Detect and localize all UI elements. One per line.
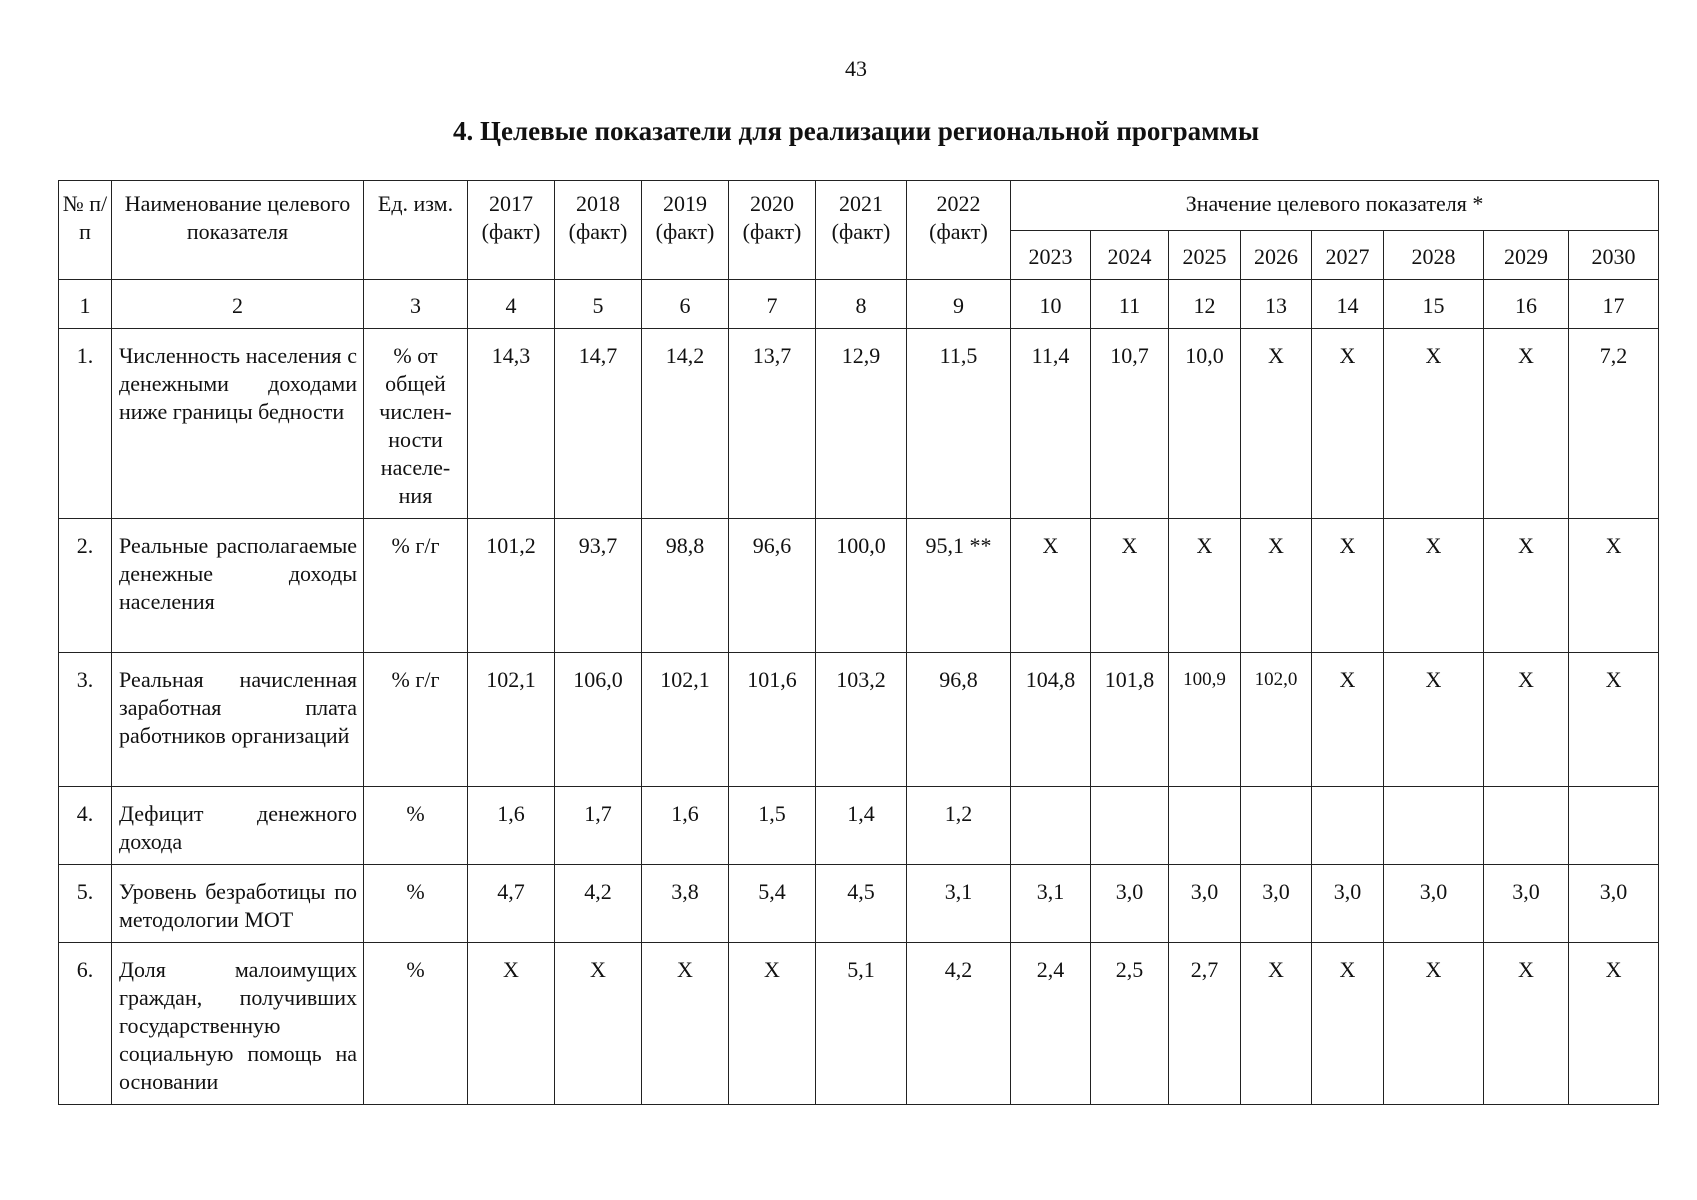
indicator-value: 11,5 bbox=[907, 329, 1011, 519]
header-row bbox=[59, 181, 1659, 231]
indicator-value: 2,4 bbox=[1011, 943, 1091, 1105]
header-target-year: 2029 bbox=[1484, 231, 1569, 280]
indicator-value: 12,9 bbox=[816, 329, 907, 519]
indicator-value: 1,5 bbox=[729, 787, 816, 865]
indicator-value bbox=[1241, 787, 1312, 865]
indicator-name: Дефицит денежного дохода bbox=[112, 787, 364, 865]
row-number: 2. bbox=[59, 519, 112, 653]
indicator-value: Х bbox=[1312, 943, 1384, 1105]
indicator-value bbox=[1384, 787, 1484, 865]
indicator-value: Х bbox=[555, 943, 642, 1105]
indicator-value: 101,6 bbox=[729, 653, 816, 787]
indicator-value: Х bbox=[1091, 519, 1169, 653]
indicator-value bbox=[1484, 787, 1569, 865]
indicator-value: 5,4 bbox=[729, 865, 816, 943]
row-number: 6. bbox=[59, 943, 112, 1105]
column-number: 3 bbox=[364, 280, 468, 329]
table-row bbox=[59, 519, 1659, 653]
indicator-value: 3,0 bbox=[1091, 865, 1169, 943]
indicator-value: Х bbox=[1384, 519, 1484, 653]
column-number: 12 bbox=[1169, 280, 1241, 329]
indicator-unit: % bbox=[364, 787, 468, 865]
indicator-value: 14,2 bbox=[642, 329, 729, 519]
header-target-year: 2030 bbox=[1569, 231, 1659, 280]
indicator-value: 104,8 bbox=[1011, 653, 1091, 787]
header-fact-year: 2018 (факт) bbox=[555, 181, 642, 280]
column-number: 9 bbox=[907, 280, 1011, 329]
indicator-value: 96,8 bbox=[907, 653, 1011, 787]
indicator-value: 1,2 bbox=[907, 787, 1011, 865]
indicator-value: 1,7 bbox=[555, 787, 642, 865]
indicator-value: 100,0 bbox=[816, 519, 907, 653]
document-title: 4. Целевые показатели для реализации региональной программы bbox=[452, 116, 1260, 146]
indicator-value: 4,7 bbox=[468, 865, 555, 943]
indicator-value: 11,4 bbox=[1011, 329, 1091, 519]
header-target-year: 2027 bbox=[1312, 231, 1384, 280]
indicator-value bbox=[1011, 787, 1091, 865]
indicator-value: 100,9 bbox=[1169, 653, 1241, 787]
indicator-value: 4,5 bbox=[816, 865, 907, 943]
indicator-value: 3,0 bbox=[1241, 865, 1312, 943]
row-number: 4. bbox=[59, 787, 112, 865]
indicator-value: 103,2 bbox=[816, 653, 907, 787]
indicator-value: 95,1 ** bbox=[907, 519, 1011, 653]
indicator-value: 10,0 bbox=[1169, 329, 1241, 519]
indicator-value: 1,6 bbox=[642, 787, 729, 865]
indicator-value: 1,6 bbox=[468, 787, 555, 865]
indicator-value: 3,1 bbox=[1011, 865, 1091, 943]
indicator-name: Реальная начисленная заработная плата работников организаций bbox=[112, 653, 364, 787]
indicator-value: Х bbox=[1384, 329, 1484, 519]
indicator-value: 3,1 bbox=[907, 865, 1011, 943]
header-num: № п/п bbox=[59, 181, 112, 280]
column-number: 4 bbox=[468, 280, 555, 329]
indicator-value: Х bbox=[1241, 519, 1312, 653]
indicator-value: Х bbox=[1312, 653, 1384, 787]
table-row bbox=[59, 653, 1659, 787]
column-number: 10 bbox=[1011, 280, 1091, 329]
column-number: 17 bbox=[1569, 280, 1659, 329]
table-row bbox=[59, 787, 1659, 865]
header-fact-year: 2020 (факт) bbox=[729, 181, 816, 280]
row-number: 3. bbox=[59, 653, 112, 787]
indicator-value bbox=[1091, 787, 1169, 865]
column-number: 6 bbox=[642, 280, 729, 329]
column-number: 2 bbox=[112, 280, 364, 329]
indicator-value: Х bbox=[1312, 329, 1384, 519]
column-number: 1 bbox=[59, 280, 112, 329]
indicator-value: Х bbox=[642, 943, 729, 1105]
indicator-value: Х bbox=[1011, 519, 1091, 653]
indicator-value: 96,6 bbox=[729, 519, 816, 653]
indicator-value: 102,0 bbox=[1241, 653, 1312, 787]
row-number: 1. bbox=[59, 329, 112, 519]
indicator-value bbox=[1169, 787, 1241, 865]
indicator-value: Х bbox=[1384, 943, 1484, 1105]
indicator-unit: % bbox=[364, 943, 468, 1105]
indicator-value: 10,7 bbox=[1091, 329, 1169, 519]
indicator-value: 7,2 bbox=[1569, 329, 1659, 519]
indicator-value: 2,5 bbox=[1091, 943, 1169, 1105]
indicator-value: Х bbox=[1312, 519, 1384, 653]
page-number: 43 bbox=[845, 56, 867, 81]
header-target-year: 2026 bbox=[1241, 231, 1312, 280]
indicator-value: 13,7 bbox=[729, 329, 816, 519]
header-fact-year: 2021 (факт) bbox=[816, 181, 907, 280]
indicator-value: Х bbox=[1241, 943, 1312, 1105]
indicator-unit: % от общей числен-ности населе-ния bbox=[364, 329, 468, 519]
header-target-year: 2023 bbox=[1011, 231, 1091, 280]
indicator-value bbox=[1312, 787, 1384, 865]
indicator-value: Х bbox=[468, 943, 555, 1105]
table-row bbox=[59, 943, 1659, 1105]
column-number: 11 bbox=[1091, 280, 1169, 329]
indicator-unit: % г/г bbox=[364, 653, 468, 787]
indicator-value: Х bbox=[1569, 943, 1659, 1105]
column-number: 16 bbox=[1484, 280, 1569, 329]
indicator-name: Численность населения с денежными доходами ниже границы бедности bbox=[112, 329, 364, 519]
column-number: 5 bbox=[555, 280, 642, 329]
indicator-value: 3,0 bbox=[1169, 865, 1241, 943]
indicator-value: 3,0 bbox=[1569, 865, 1659, 943]
indicator-value: Х bbox=[1484, 329, 1569, 519]
indicator-value: Х bbox=[1484, 519, 1569, 653]
indicator-value: 1,4 bbox=[816, 787, 907, 865]
indicator-value: 14,3 bbox=[468, 329, 555, 519]
indicator-value: 101,8 bbox=[1091, 653, 1169, 787]
indicator-value: 102,1 bbox=[642, 653, 729, 787]
row-number: 5. bbox=[59, 865, 112, 943]
indicator-value: Х bbox=[1569, 653, 1659, 787]
header-target-year: 2028 bbox=[1384, 231, 1484, 280]
indicator-value: 3,0 bbox=[1484, 865, 1569, 943]
header-name: Наименование целевого показателя bbox=[112, 181, 364, 280]
table-row bbox=[59, 865, 1659, 943]
indicator-value: 93,7 bbox=[555, 519, 642, 653]
indicator-value: Х bbox=[729, 943, 816, 1105]
column-number: 7 bbox=[729, 280, 816, 329]
indicator-value: Х bbox=[1384, 653, 1484, 787]
indicator-value: 3,8 bbox=[642, 865, 729, 943]
indicator-value: 98,8 bbox=[642, 519, 729, 653]
column-number: 8 bbox=[816, 280, 907, 329]
indicator-value: 101,2 bbox=[468, 519, 555, 653]
indicator-value: 3,0 bbox=[1312, 865, 1384, 943]
indicator-value: Х bbox=[1169, 519, 1241, 653]
indicator-name: Реальные располагаемые денежные доходы населения bbox=[112, 519, 364, 653]
indicator-name: Доля малоимущих граждан, получивших государственную социальную помощь на основании bbox=[112, 943, 364, 1105]
header-fact-year: 2022 (факт) bbox=[907, 181, 1011, 280]
indicator-name: Уровень безработицы по методологии МОТ bbox=[112, 865, 364, 943]
header-target-group: Значение целевого показателя * bbox=[1011, 181, 1659, 231]
column-number: 14 bbox=[1312, 280, 1384, 329]
indicator-value: 4,2 bbox=[907, 943, 1011, 1105]
header-target-year: 2024 bbox=[1091, 231, 1169, 280]
indicator-value: 106,0 bbox=[555, 653, 642, 787]
column-number: 15 bbox=[1384, 280, 1484, 329]
table-row bbox=[59, 329, 1659, 519]
indicator-unit: % bbox=[364, 865, 468, 943]
indicator-value: 2,7 bbox=[1169, 943, 1241, 1105]
column-number: 13 bbox=[1241, 280, 1312, 329]
indicator-value: Х bbox=[1484, 653, 1569, 787]
indicator-value: 14,7 bbox=[555, 329, 642, 519]
header-unit: Ед. изм. bbox=[364, 181, 468, 280]
target-indicators-table bbox=[58, 180, 1659, 1105]
column-numbers-row bbox=[59, 280, 1659, 329]
header-fact-year: 2019 (факт) bbox=[642, 181, 729, 280]
indicator-value: Х bbox=[1569, 519, 1659, 653]
indicator-value: Х bbox=[1484, 943, 1569, 1105]
indicator-unit: % г/г bbox=[364, 519, 468, 653]
indicator-value: 102,1 bbox=[468, 653, 555, 787]
header-fact-year: 2017 (факт) bbox=[468, 181, 555, 280]
indicator-value: 3,0 bbox=[1384, 865, 1484, 943]
indicator-value bbox=[1569, 787, 1659, 865]
indicator-value: 4,2 bbox=[555, 865, 642, 943]
indicator-value: Х bbox=[1241, 329, 1312, 519]
indicator-value: 5,1 bbox=[816, 943, 907, 1105]
header-target-year: 2025 bbox=[1169, 231, 1241, 280]
